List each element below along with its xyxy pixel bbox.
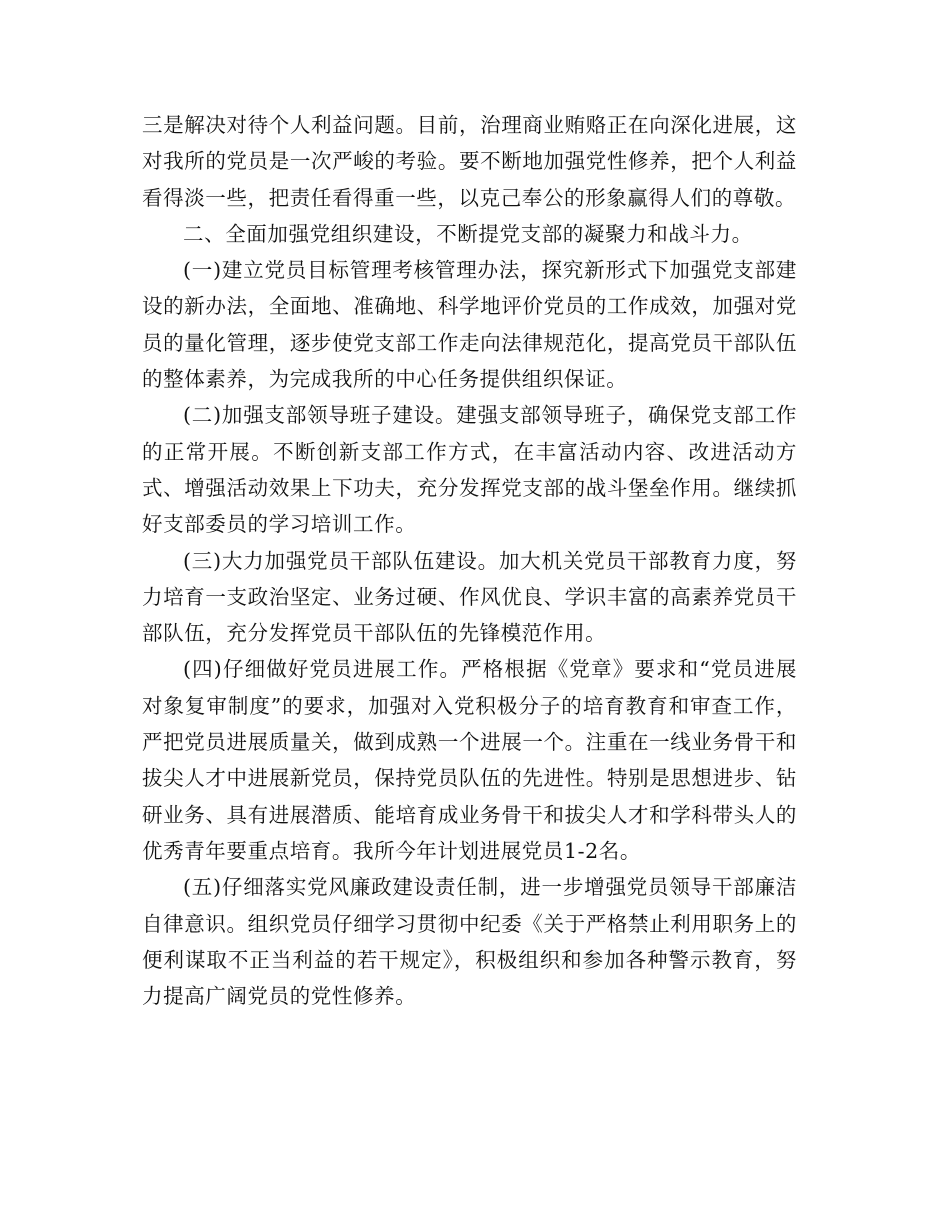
paragraph-item-4: (四)仔细做好党员进展工作。严格根据《党章》要求和“党员进展对象复审制度”的要求，加强对入党积极分子的培育教育和审查工作，严把党员进展质量关，做到成熟一个进展一个。注重在一线业务骨干和拔尖人才中进展新党员，保持党员队伍的先进性。特别是思想进步、钻研业务、具有进展潜质、能培育成业务骨干和拔尖人才和学科带头人的优秀青年要重点培育。我所今年计划进展党员1-2名。 <box>142 657 797 863</box>
paragraph-item-5: (五)仔细落实党风廉政建设责任制，进一步增强党员领导干部廉洁自律意识。组织党员仔细学习贯彻中纪委《关于严格禁止利用职务上的便利谋取不正当利益的若干规定》，积极组织和参加各种警示教育，努力提高广阔党员的党性修养。 <box>142 875 797 1009</box>
paragraph-item-3: (三)大力加强党员干部队伍建设。加大机关党员干部教育力度，努力培育一支政治坚定、业务过硬、作风优良、学识丰富的高素养党员干部队伍，充分发挥党员干部队伍的先锋模范作用。 <box>142 548 797 646</box>
paragraph-personal-interest: 三是解决对待个人利益问题。目前，治理商业贿赂正在向深化进展，这对我所的党员是一次严峻的考验。要不断地加强党性修养，把个人利益看得淡一些，把责任看得重一些，以克己奉公的形象赢得人们的尊敬。 <box>142 113 797 210</box>
document-body <box>142 107 797 1014</box>
paragraph-item-1: (一)建立党员目标管理考核管理办法，探究新形式下加强党支部建设的新办法，全面地、准确地、科学地评价党员的工作成效，加强对党员的量化管理，逐步使党支部工作走向法律规范化，提高党员干部队伍的整体素养，为完成我所的中心任务提供组织保证。 <box>142 258 797 392</box>
paragraph-item-2: (二)加强支部领导班子建设。建强支部领导班子，确保党支部工作的正常开展。不断创新支部工作方式，在丰富活动内容、改进活动方式、增强活动效果上下功夫，充分发挥党支部的战斗堡垒作用。继续抓好支部委员的学习培训工作。 <box>142 403 797 537</box>
section-heading-party-organization: 二、全面加强党组织建设，不断提党支部的凝聚力和战斗力。 <box>183 221 753 246</box>
